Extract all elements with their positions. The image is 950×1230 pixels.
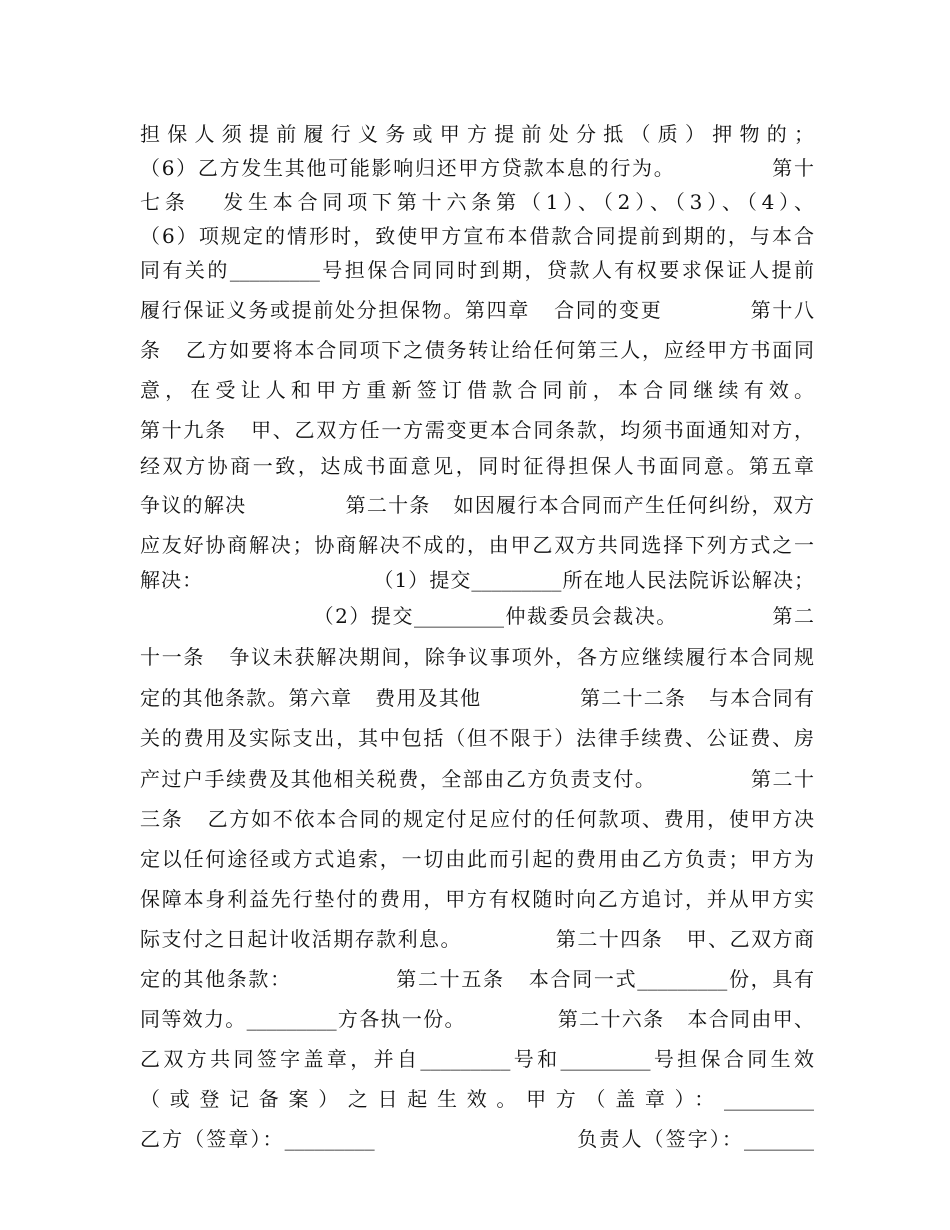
text-line: 乙双方共同签字盖章，并自_________号和_________号担保合同生效 bbox=[140, 1047, 814, 1071]
text-line: 争议的解决 第二十条 如因履行本合同而产生任何纠纷，双方 bbox=[140, 493, 814, 517]
text-line: 应友好协商解决；协商解决不成的，由甲乙双方共同选择下列方式之一 bbox=[140, 533, 814, 557]
text-line: （或登记备案）之日起生效。甲方（盖章）：_________ bbox=[140, 1087, 814, 1111]
text-line: 保障本身利益先行垫付的费用，甲方有权随时向乙方追讨，并从甲方实 bbox=[140, 887, 814, 911]
text-line: 产过户手续费及其他相关税费，全部由乙方负责支付。 第二十 bbox=[140, 767, 814, 791]
text-line: 意，在受让人和甲方重新签订借款合同前，本合同继续有效。 bbox=[140, 378, 814, 402]
text-line: 同有关的_________号担保合同同时到期，贷款人有权要求保证人提前 bbox=[140, 258, 814, 282]
text-line: 定的其他条款： 第二十五条 本合同一式_________份，具有 bbox=[140, 967, 814, 991]
text-line: 第十九条 甲、乙双方任一方需变更本合同条款，均须书面通知对方， bbox=[140, 418, 814, 442]
text-line: 条 乙方如要将本合同项下之债务转让给任何第三人，应经甲方书面同 bbox=[140, 338, 814, 362]
text-line: （2）提交_________仲裁委员会裁决。 第二 bbox=[140, 604, 814, 628]
text-line: 三条 乙方如不依本合同的规定付足应付的任何款项、费用，使甲方决 bbox=[140, 807, 814, 831]
text-line: （6）乙方发生其他可能影响归还甲方贷款本息的行为。 第十 bbox=[140, 156, 814, 180]
text-line: （6）项规定的情形时，致使甲方宣布本借款合同提前到期的，与本合 bbox=[140, 224, 814, 248]
text-line: 经双方协商一致，达成书面意见，同时征得担保人书面同意。第五章 bbox=[140, 454, 814, 478]
text-line: 七条 发生本合同项下第十六条第（1）、（2）、（3）、（4）、 bbox=[140, 190, 814, 214]
text-line: 同等效力。_________方各执一份。 第二十六条 本合同由甲、 bbox=[140, 1007, 814, 1031]
text-line: 定以任何途径或方式追索，一切由此而引起的费用由乙方负责；甲方为 bbox=[140, 847, 814, 871]
text-line: 十一条 争议未获解决期间，除争议事项外，各方应继续履行本合同规 bbox=[140, 645, 814, 669]
text-line: 担保人须提前履行义务或甲方提前处分抵（质）押物的； bbox=[140, 122, 814, 146]
text-line: 乙方（签章）：_________ 负责人（签字）：_______ bbox=[140, 1127, 814, 1151]
text-line: 关的费用及实际支出，其中包括（但不限于）法律手续费、公证费、房 bbox=[140, 726, 814, 750]
text-line: 解决： （1）提交_________所在地人民法院诉讼解决； bbox=[140, 568, 814, 592]
text-line: 履行保证义务或提前处分担保物。第四章 合同的变更 第十八 bbox=[140, 298, 814, 322]
text-line: 际支付之日起计收活期存款利息。 第二十四条 甲、乙双方商 bbox=[140, 927, 814, 951]
text-line: 定的其他条款。第六章 费用及其他 第二十二条 与本合同有 bbox=[140, 686, 814, 710]
